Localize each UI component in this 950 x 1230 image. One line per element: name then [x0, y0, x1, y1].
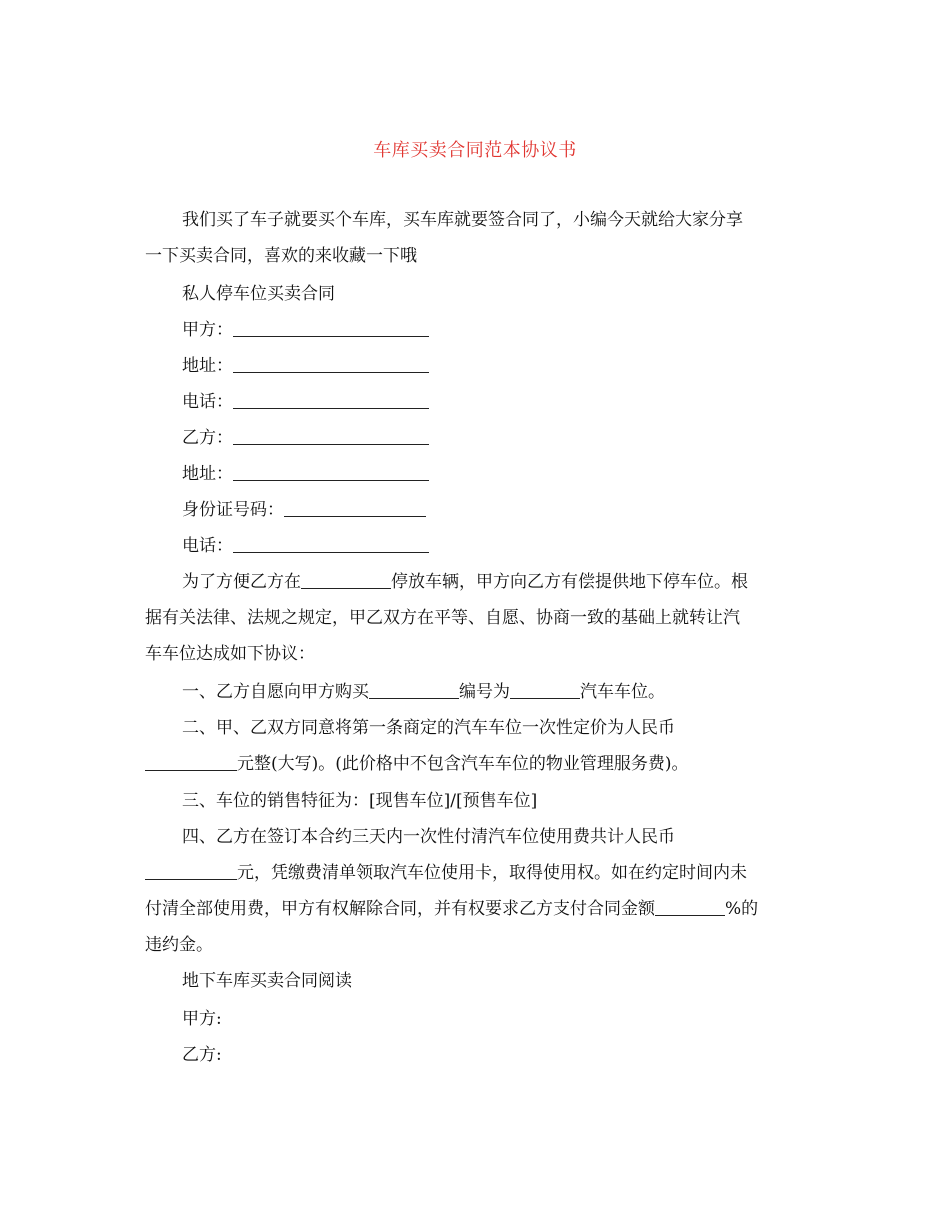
section-heading-underground-garage: 地下车库买卖合同阅读 [182, 971, 352, 991]
section-2-party-b: 乙方: [182, 1045, 222, 1065]
clause-2-line-1: 二、甲、乙双方同意将第一条商定的汽车车位一次性定价为人民币 [182, 718, 675, 738]
clause-text: %的 [725, 899, 759, 919]
clause-4-line-4: 违约金。 [145, 935, 213, 955]
clause-text: 一、乙方自愿向甲方购买 [182, 682, 369, 702]
preamble-line-2: 据有关法律、法规之规定，甲乙双方在平等、自愿、协商一致的基础上就转让汽 [145, 608, 740, 628]
blank-line [284, 500, 426, 517]
blank-line [510, 682, 580, 699]
blank-line [301, 572, 391, 589]
blank-line [233, 392, 429, 409]
field-label: 乙方： [182, 428, 233, 448]
blank-line [145, 754, 237, 771]
preamble-text: 为了方便乙方在 [182, 572, 301, 592]
field-label: 电话： [182, 536, 233, 556]
field-address-a [182, 356, 429, 376]
section-heading-private-parking: 私人停车位买卖合同 [182, 284, 335, 304]
intro-line-2: 一下买卖合同，喜欢的来收藏一下哦 [145, 246, 417, 266]
clause-text: 编号为 [459, 682, 510, 702]
page-title: 车库买卖合同范本协议书 [373, 140, 577, 161]
clause-text: 元整(大写)。(此价格中不包含汽车车位的物业管理服务费)。 [237, 754, 689, 774]
section-2-party-a: 甲方: [182, 1009, 222, 1029]
blank-line [369, 682, 459, 699]
field-label: 地址： [182, 464, 233, 484]
blank-line [233, 356, 429, 373]
field-label: 地址： [182, 356, 233, 376]
clause-4-line-2 [145, 863, 747, 883]
clause-1 [182, 682, 665, 702]
field-label: 电话： [182, 392, 233, 412]
field-phone-b [182, 536, 429, 556]
preamble-text: 停放车辆，甲方向乙方有偿提供地下停车位。根 [391, 572, 748, 592]
clause-4-line-1: 四、乙方在签订本合约三天内一次性付清汽车位使用费共计人民币 [182, 827, 675, 847]
clause-3: 三、车位的销售特征为：[现售车位]/[预售车位] [182, 791, 538, 811]
preamble-line-1 [182, 572, 748, 592]
field-phone-a [182, 392, 429, 412]
field-label: 身份证号码： [182, 500, 284, 520]
field-party-b [182, 428, 429, 448]
clause-text: 元，凭缴费清单领取汽车位使用卡，取得使用权。如在约定时间内未 [237, 863, 747, 883]
blank-line [655, 899, 725, 916]
clause-2-line-2 [145, 754, 689, 774]
clause-text: 汽车车位。 [580, 682, 665, 702]
clause-4-line-3 [145, 899, 758, 919]
blank-line [233, 464, 429, 481]
field-label: 甲方： [182, 320, 233, 340]
field-id-number-b [182, 500, 426, 520]
field-party-a [182, 320, 429, 340]
blank-line [233, 428, 429, 445]
blank-line [145, 863, 237, 880]
blank-line [233, 320, 429, 337]
field-address-b [182, 464, 429, 484]
clause-text: 付清全部使用费，甲方有权解除合同，并有权要求乙方支付合同金额 [145, 899, 655, 919]
blank-line [233, 536, 429, 553]
intro-line-1: 我们买了车子就要买个车库，买车库就要签合同了，小编今天就给大家分享 [182, 210, 743, 230]
preamble-line-3: 车车位达成如下协议： [145, 644, 315, 664]
